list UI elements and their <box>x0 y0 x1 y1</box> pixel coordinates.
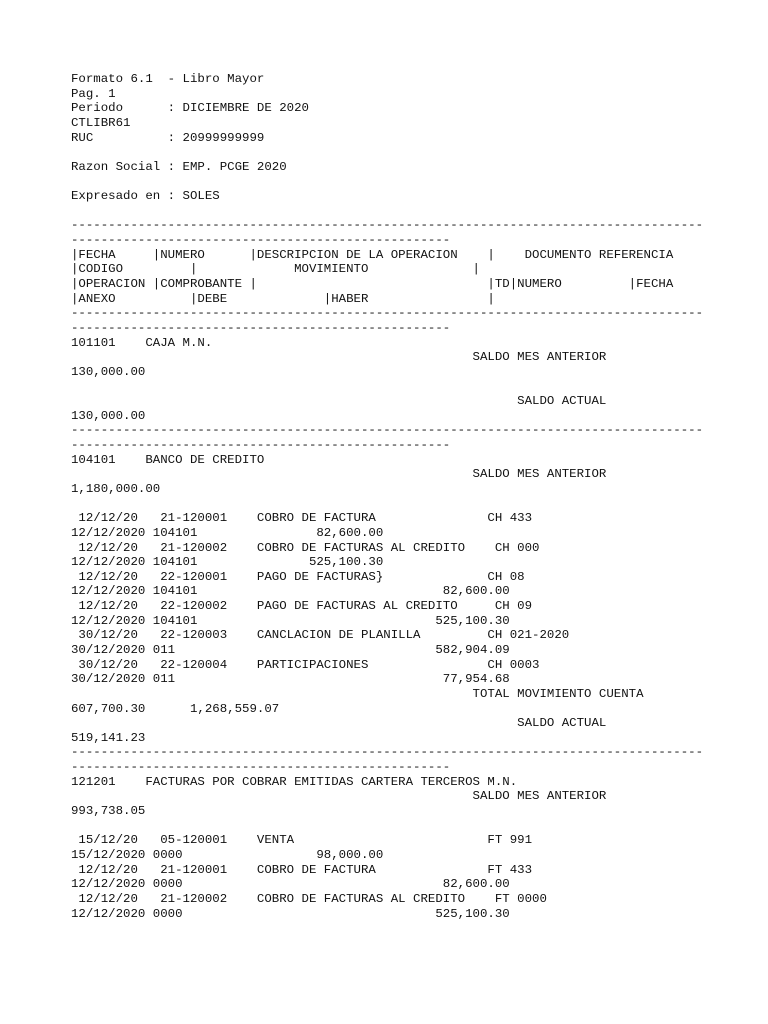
report-line: 993,738.05 <box>71 804 146 819</box>
report-line: 12/12/20 21-120002 COBRO DE FACTURAS AL CREDITO FT 0000 <box>71 891 547 906</box>
report-line: 12/12/2020 104101 82,600.00 <box>71 525 384 540</box>
report-line: Pag. 1 <box>71 86 116 101</box>
report-line: SALDO MES ANTERIOR <box>71 789 607 804</box>
report-line <box>71 497 761 512</box>
report-line: SALDO MES ANTERIOR <box>71 350 607 365</box>
report-line: |ANEXO |DEBE |HABER | <box>71 291 495 306</box>
report-line: 15/12/20 05-120001 VENTA FT 991 <box>71 833 533 848</box>
report-line: 30/12/2020 011 582,904.09 <box>71 642 510 657</box>
report-line <box>71 145 761 160</box>
report-line: 15/12/2020 0000 98,000.00 <box>71 847 384 862</box>
report-line: 12/12/2020 0000 82,600.00 <box>71 877 510 892</box>
report-line: 121201 FACTURAS POR COBRAR EMITIDAS CARTERA TERCEROS M.N. <box>71 774 518 789</box>
report-line: 1,180,000.00 <box>71 481 161 496</box>
report-line: --------------------------------------------------- <box>71 760 451 775</box>
report-line: ------------------------------------------------------------------------------------- <box>71 745 704 760</box>
report-line: SALDO ACTUAL <box>71 716 607 731</box>
report-line: 12/12/2020 104101 525,100.30 <box>71 555 384 570</box>
report-line: TOTAL MOVIMIENTO CUENTA <box>71 686 644 701</box>
report-line: --------------------------------------------------- <box>71 438 451 453</box>
report-line: 12/12/2020 0000 525,100.30 <box>71 906 510 921</box>
report-line: --------------------------------------------------- <box>71 320 451 335</box>
ledger-report <box>71 72 761 921</box>
report-line: 12/12/2020 104101 525,100.30 <box>71 613 510 628</box>
report-line: Formato 6.1 - Libro Mayor <box>71 72 265 86</box>
report-line: SALDO MES ANTERIOR <box>71 467 607 482</box>
report-line: Expresado en : SOLES <box>71 189 220 204</box>
report-line: 104101 BANCO DE CREDITO <box>71 452 265 467</box>
report-line: 30/12/2020 011 77,954.68 <box>71 672 510 687</box>
report-line: 101101 CAJA M.N. <box>71 335 213 350</box>
report-line: 30/12/20 22-120003 CANCLACION DE PLANILLA CH 021-2020 <box>71 628 570 643</box>
report-line: CTLIBR61 <box>71 115 131 130</box>
report-line: ------------------------------------------------------------------------------------- <box>71 306 704 321</box>
report-line <box>71 174 761 189</box>
report-line: ------------------------------------------------------------------------------------- <box>71 423 704 438</box>
report-line: 12/12/20 22-120001 PAGO DE FACTURAS} CH 08 <box>71 569 525 584</box>
report-line: ------------------------------------------------------------------------------------- <box>71 218 704 233</box>
report-line: 130,000.00 <box>71 408 146 423</box>
report-line: Periodo : DICIEMBRE DE 2020 <box>71 101 309 116</box>
report-line: 12/12/2020 104101 82,600.00 <box>71 584 510 599</box>
report-line: Razon Social : EMP. PCGE 2020 <box>71 159 287 174</box>
report-line: 519,141.23 <box>71 730 146 745</box>
report-line: 12/12/20 21-120001 COBRO DE FACTURA FT 433 <box>71 862 533 877</box>
report-line: 130,000.00 <box>71 364 146 379</box>
report-line <box>71 204 761 219</box>
report-line: RUC : 20999999999 <box>71 130 265 145</box>
report-line <box>71 379 761 394</box>
report-line: 12/12/20 21-120001 COBRO DE FACTURA CH 433 <box>71 511 533 526</box>
report-line: |CODIGO | MOVIMIENTO | <box>71 262 480 277</box>
report-line: 607,700.30 1,268,559.07 <box>71 701 280 716</box>
report-line: |OPERACION |COMPROBANTE | |TD|NUMERO |FECHA <box>71 276 674 291</box>
report-line: --------------------------------------------------- <box>71 233 451 248</box>
report-line: |FECHA |NUMERO |DESCRIPCION DE LA OPERACION | DOCUMENTO REFERENCIA <box>71 247 674 262</box>
report-line: 12/12/20 21-120002 COBRO DE FACTURAS AL CREDITO CH 000 <box>71 540 540 555</box>
report-line <box>71 819 761 834</box>
report-line: SALDO ACTUAL <box>71 394 607 409</box>
report-line: 30/12/20 22-120004 PARTICIPACIONES CH 0003 <box>71 657 540 672</box>
report-line: 12/12/20 22-120002 PAGO DE FACTURAS AL CREDITO CH 09 <box>71 599 533 614</box>
